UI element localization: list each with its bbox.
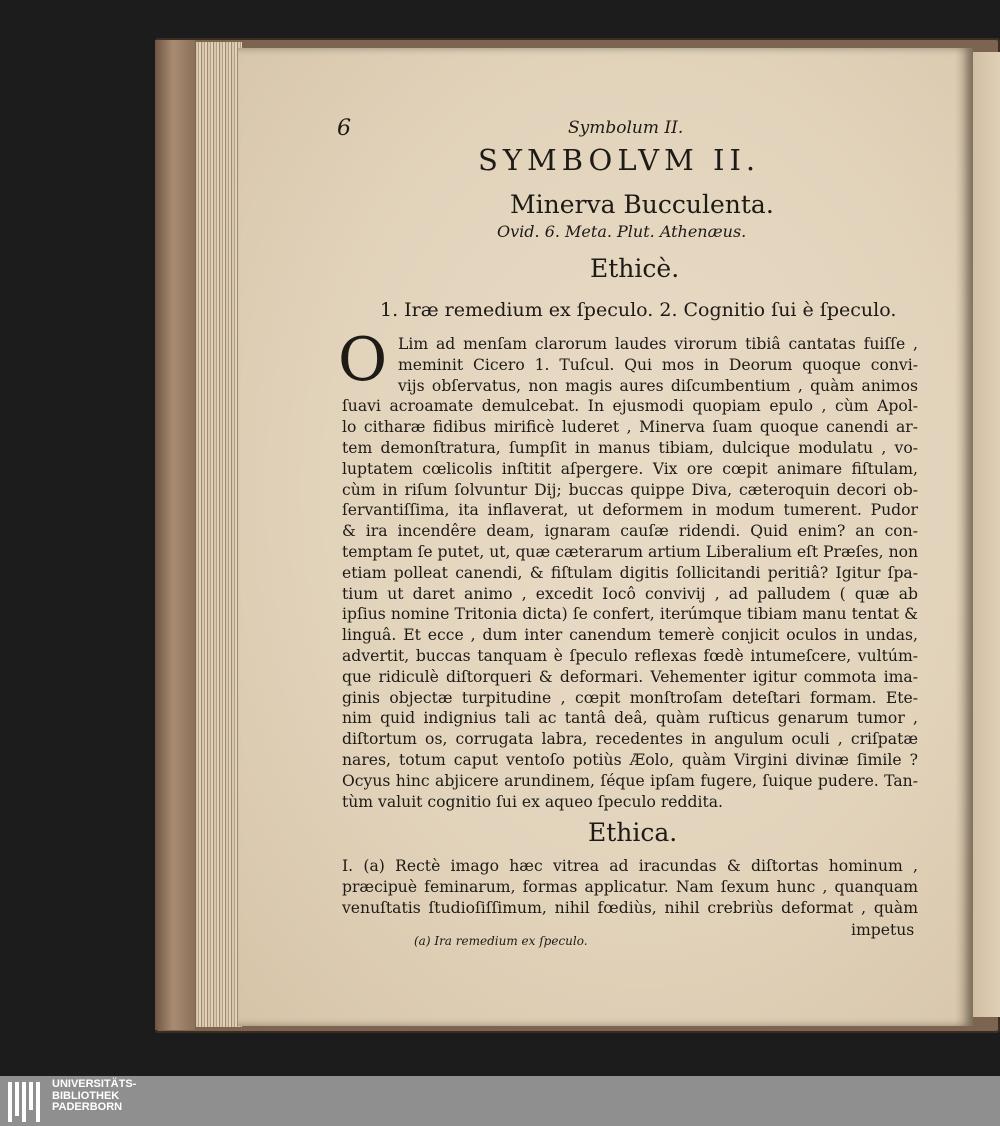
body-line: nares, totum caput ventoſo potiùs Æolo, quàm Virgini divinæ ſimile ? — [342, 750, 918, 769]
body-line: advertit, buccas tanquam è ſpeculo reflexas fœdè intumeſcere, vultúm- — [342, 646, 918, 665]
body-line: luptatem cœlicolis inſtitit aſpergere. Vix ore cœpit animare fiſtulam, — [342, 459, 918, 478]
library-name-line1: UNIVERSITÄTS- — [52, 1078, 137, 1090]
body-line: tium ut daret animo , excedit Iocô convivij , ad palludem ( quæ ab — [342, 584, 918, 603]
ethica-line: I. (a) Rectè imago hæc vitrea ad iracundas & diſtortas hominum , — [342, 857, 918, 875]
running-head: Symbolum II. — [568, 118, 684, 138]
body-line: vijs obſervatus, non magis aures diſcumbentium , quàm animos — [398, 376, 918, 395]
drop-cap: O — [338, 325, 388, 395]
body-line: ipſius nomine Tritonia dicta) ſe confert, iterúmque tibiam manu tentat & — [342, 605, 918, 624]
body-line: ſuavi acroamate demulcebat. In ejusmodi quopiam epulo , cùm Apol- — [342, 397, 918, 416]
body-line: diſtortum os, corrugata labra, recedentes in angulum oculi , criſpatæ — [342, 730, 918, 749]
library-name-line3: PADERBORN — [52, 1101, 123, 1113]
gutter-shadow — [955, 48, 973, 1026]
body-line: temptam ſe putet, ut, quæ cæterarum artium Liberalium eſt Præſes, non — [342, 542, 919, 561]
body-text — [342, 334, 918, 812]
ethica-text — [342, 856, 918, 918]
ethica-line: venuſtatis ſtudioſiſſimum, nihil fœdiùs, nihil crebriùs deformat , quàm — [342, 898, 918, 917]
page-title: SYMBOLVM II. — [478, 143, 761, 177]
body-line: que ridiculè diſtorqueri & deformari. Vehementer igitur commota ima- — [342, 667, 918, 686]
ethica-heading: Ethica. — [588, 818, 678, 847]
body-line: etiam polleat canendi, & fiſtulam digitis ſollicitandi peritiâ? Igitur ſpa- — [342, 563, 918, 582]
page-number: 6 — [337, 116, 351, 141]
body-line: Ocyus hinc abjicere arundinem, ſéque ipſam fugere, ſuique pudere. Tan- — [342, 771, 918, 790]
body-line: meminit Cicero 1. Tuſcul. Qui mos in Deorum quoque convi- — [398, 355, 918, 374]
library-logo-icon — [8, 1082, 46, 1122]
ethica-line: præcipuè feminarum, formas applicatur. Nam ſexum hunc , quanquam — [342, 877, 918, 896]
body-line: tùm valuit cognitio ſui ex aqueo ſpeculo reddita. — [342, 792, 724, 811]
source-citation: Ovid. 6. Meta. Plut. Athenæus. — [497, 222, 747, 241]
topics-line: 1. Iræ remedium ex ſpeculo. 2. Cognitio ſui è ſpeculo. — [380, 299, 897, 321]
section-heading: Ethicè. — [590, 254, 680, 283]
body-line: Lim ad menſam clarorum laudes virorum tibiâ cantatas fuiſſe , — [398, 335, 918, 353]
subtitle: Minerva Bucculenta. — [510, 190, 774, 219]
body-line: linguâ. Et ecce , dum inter canendum temerè conjicit oculos in undas, — [342, 626, 918, 645]
body-line: tem demonſtratura, ſumpſit in manus tibiam, dulcique modulatu , vo- — [342, 438, 918, 457]
footnote: (a) Ira remedium ex ſpeculo. — [414, 934, 588, 948]
body-line: cùm in riſum ſolvuntur Dij; buccas quippe Diva, cæteroquin decori ob- — [342, 480, 918, 499]
library-name-line2: BIBLIOTHEK — [52, 1089, 120, 1102]
book-spine-edge — [155, 40, 195, 1030]
body-line: nim quid indignius tali ac tantâ deâ, quàm ruſticus genarum tumor , — [342, 709, 918, 728]
body-line: lo citharæ fidibus mirificè luderet , Minerva ſuam quoque canendi ar- — [342, 418, 918, 437]
body-line: ſervantiſſima, ita inflaverat, ut deformem in modum tumerent. Pudor — [342, 501, 918, 520]
library-name — [52, 1079, 136, 1114]
catchword: impetus — [851, 921, 915, 939]
page-stack — [196, 42, 242, 1027]
body-line: & ira incendêre deam, ignaram cauſæ ridendi. Quid enim? an con- — [342, 522, 918, 541]
body-line: ginis objectæ turpitudine , cœpit monſtroſam deteſtari formam. Ete- — [342, 688, 918, 707]
footer-bar — [0, 1076, 1000, 1126]
